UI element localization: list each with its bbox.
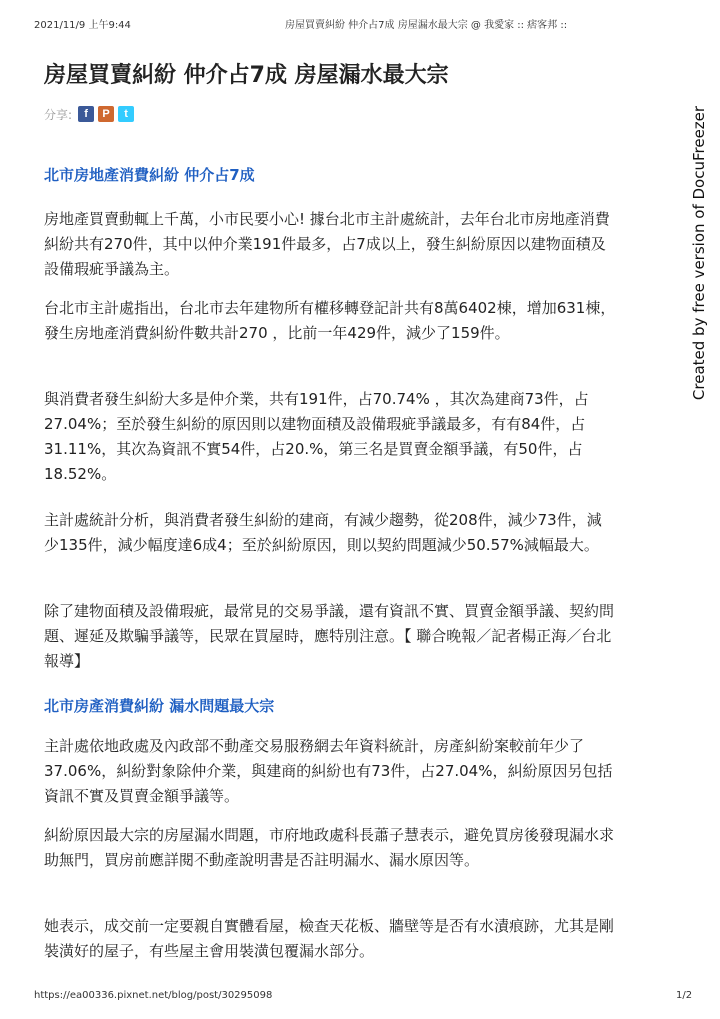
share-bar — [44, 104, 138, 124]
page-number: 1/2 — [676, 990, 693, 1001]
paragraph: 她表示，成交前一定要親自實體看屋，檢查天花板、牆壁等是否有水漬痕跡，尤其是剛裝潢好的屋子，有些屋主會用裝潢包覆漏水部分。 — [44, 917, 615, 960]
post-title: 房屋買賣糾紛 仲介占7成 房屋漏水最大宗 — [44, 63, 449, 88]
print-footer — [0, 990, 720, 1006]
print-datetime: 2021/11/9 上午9:44 — [34, 20, 131, 31]
paragraph: 主計處依地政處及內政部不動產交易服務網去年資料統計，房產糾紛案較前年少了37.06%，糾紛對象除仲介業，與建商的糾紛也有73件，占27.04%，糾紛原因另包括資訊不實及買賣金額爭議等。 — [44, 737, 613, 805]
facebook-icon[interactable]: f — [78, 106, 94, 122]
paragraph: 主計處統計分析，與消費者發生糾紛的建商，有減少趨勢，從208件，減少73件，減少135件，減少幅度達6成4；至於糾紛原因，則以契約問題減少50.57%減幅最大。 — [44, 511, 602, 554]
share-label: 分享: — [44, 107, 73, 122]
paragraph: 台北市主計處指出，台北市去年建物所有權移轉登記計共有8萬6402棟，增加631棟，發生房地產消費糾紛件數共計270 ，比前一年429件，減少了159件。 — [44, 299, 616, 342]
print-document-title: 房屋買賣糾紛 仲介占7成 房屋漏水最大宗 @ 我愛家 :: 痞客邦 :: — [285, 20, 568, 31]
watermark-text: Created by free version of DocuFreezer — [690, 105, 708, 400]
paragraph: 除了建物面積及設備瑕疵，最常見的交易爭議，還有資訊不實、買賣金額爭議、契約問題、遲延及欺騙爭議等，民眾在買屋時，應特別注意。【 聯合晚報／記者楊正海／台北報導】 — [44, 602, 615, 670]
print-header — [0, 16, 720, 32]
paragraph: 糾紛原因最大宗的房屋漏水問題，市府地政處科長蕭子慧表示，避免買房後發現漏水求助無門，買房前應詳閱不動產說明書是否註明漏水、漏水原因等。 — [44, 826, 615, 869]
paragraph: 房地產買賣動輒上千萬，小市民要小心! 據台北市主計處統計，去年台北市房地產消費糾紛共有270件，其中以仲介業191件最多，占7成以上，發生糾紛原因以建物面積及設備瑕疵爭議為主。 — [44, 210, 610, 278]
print-url: https://ea00336.pixnet.net/blog/post/30295098 — [34, 990, 273, 1001]
section-heading-water-leak: 北市房產消費糾紛 漏水問題最大宗 — [44, 697, 275, 715]
plurk-icon[interactable]: P — [98, 106, 114, 122]
twitter-icon[interactable]: t — [118, 106, 134, 122]
paragraph: 與消費者發生糾紛大多是仲介業，共有191件，占70.74% ，其次為建商73件，占27.04%；至於發生糾紛的原因則以建物面積及設備瑕疵爭議最多，有有84件，占31.11%，其次為資訊不實54件，占20.%，第三名是買賣金額爭議，有50件，占18.52%。 — [44, 390, 589, 483]
docufreezer-watermark — [681, 100, 717, 405]
section-heading-agency-disputes: 北市房地產消費糾紛 仲介占7成 — [44, 166, 255, 184]
